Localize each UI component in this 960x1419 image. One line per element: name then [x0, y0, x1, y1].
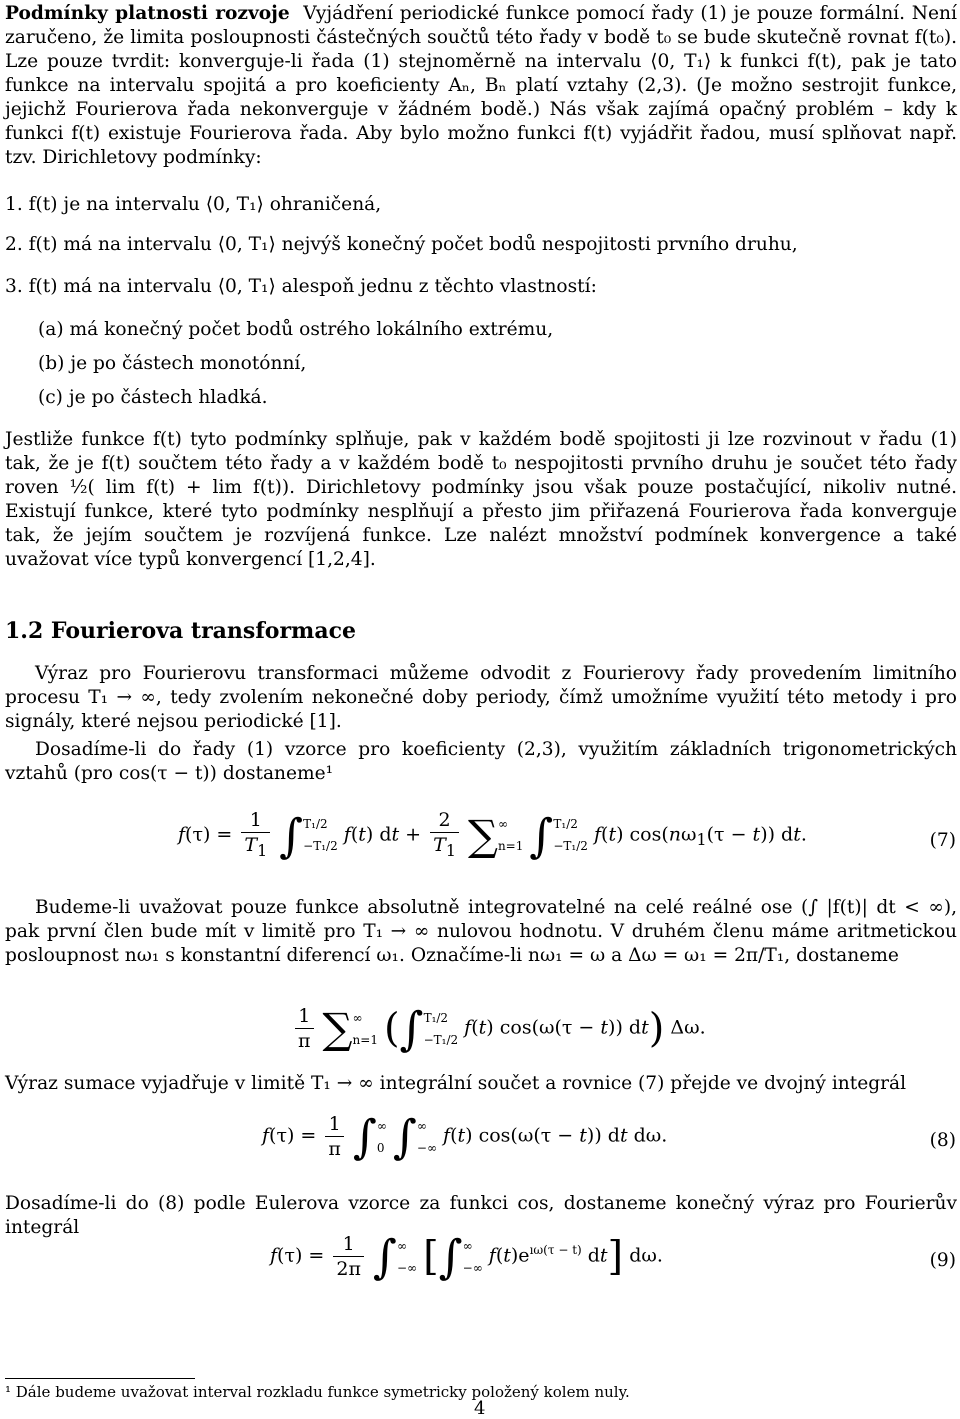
condition-2: 2. f(t) má na intervalu ⟨0, T₁⟩ nejvýš konečný počet bodů nespojitosti prvního druhu, — [5, 234, 798, 255]
condition-3: 3. f(t) má na intervalu ⟨0, T₁⟩ alespoň jednu z těchto vlastností: — [5, 276, 597, 297]
subcondition-a: (a) má konečný počet bodů ostrého lokálního extrému, — [38, 319, 554, 340]
equation-7: f(τ) = $\frac{1}{T_1}$ ∫ T₁/2 −T₁/2 f(t) dt + $\frac{2}{T_1}$ ∑ ∞ n=1 ∫ T₁/2 −T₁/2 f(t) $\cos(n\omega_1(\tau - t))$ dt. — [178, 808, 807, 863]
subcondition-b: (b) je po částech monotónní, — [38, 353, 307, 374]
paragraph-dirichlet: Jestliže funkce f(t) tyto podmínky splňuje, pak v každém bodě spojitosti ji lze rozvinout v řadu (1) tak, že je f(t) součtem této řady a v každém bodě t₀ nespojitosti prvního druhu je součet této řady roven ½( lim f(t) + lim f(t)). Dirichletovy podmínky jsou však pouze postačující, nikoliv nutné. Existují funkce, které tyto podmínky nesplňují a přesto jim přiřazená Fourierova řada konverguje tak, že jejím součtem je rozvíjená funkce. Lze nalézt množství podmínek konvergence a také uvažovat více typů konvergencí [1,2,4]. — [5, 429, 957, 570]
paragraph-convergence — [5, 2, 957, 170]
equation-8-number: (8) — [929, 1130, 956, 1151]
paragraph-transform-intro: Výraz pro Fourierovu transformaci můžeme odvodit z Fourierovy řady provedením limitního procesu T₁ → ∞, tedy zvolením nekonečné doby periody, čímž umožníme využití této metody i pro signály, které nejsou periodické [1]. — [5, 663, 957, 732]
subcondition-c: (c) je po částech hladká. — [38, 387, 268, 408]
equation-8: f(τ) = $\frac{1}{\pi}$ ∫ ∞ 0 ∫ ∞ −∞ f(t) cos(ω(τ − t)) dt dω. — [262, 1109, 668, 1164]
equation-7-number: (7) — [929, 830, 956, 851]
footnote-rule — [5, 1378, 195, 1379]
section-title: 1.2 Fourierova transformace — [5, 618, 356, 644]
equation-sum: $\frac{1}{\pi}$ ∑ ∞ n=1 (∫ T₁/2 −T₁/2 f(t) cos(ω(τ − t)) dt) Δω. — [292, 1004, 706, 1053]
paragraph-double-integral: Výraz sumace vyjadřuje v limitě T₁ → ∞ integrální součet a rovnice (7) přejde ve dvojný integrál — [5, 1073, 907, 1094]
equation-9-number: (9) — [929, 1250, 956, 1271]
paragraph-absolute-integrable: Budeme-li uvažovat pouze funkce absolutně integrovatelné na celé reálné ose (∫ |f(t)| dt < ∞), pak první člen bude mít v limitě pro T₁ → ∞ nulovou hodnotu. V druhém členu máme aritmetickou posloupnost nω₁ s konstantní diferencí ω₁. Označíme-li nω₁ = ω a Δω = ω₁ = 2π/T₁, dostaneme — [5, 897, 957, 966]
page-number: 4 — [474, 1398, 486, 1419]
paragraph-euler: Dosadíme-li do (8) podle Eulerova vzorce za funkci cos, dostaneme konečný výraz pro Fourierův integrál — [5, 1193, 957, 1238]
condition-1: 1. f(t) je na intervalu ⟨0, T₁⟩ ohraničená, — [5, 194, 382, 215]
paragraph-substitution: Dosadíme-li do řady (1) vzorce pro koeficienty (2,3), využitím základních trigonometrických vztahů (pro cos(τ − t)) dostaneme¹ — [5, 739, 957, 784]
equation-9: f(τ) = $\frac{1}{2\pi}$ ∫ ∞ −∞ [∫ ∞ −∞ $f(t)e^{ı\omega(\tau - t)}$ dt] dω. — [270, 1229, 663, 1284]
footnote: ¹ Dále budeme uvažovat interval rozkladu funkce symetricky položený kolem nuly. — [5, 1383, 630, 1401]
run-in-heading: Podmínky platnosti rozvoje — [5, 3, 290, 24]
paragraph-text: Vyjádření periodické funkce pomocí řady (1) je pouze formální. Není zaručeno, že limita posloupnosti částečných součtů této řady v bodě t₀ se bude skutečně rovnat f(t₀). Lze pouze tvrdit: konverguje-li řada (1) stejnoměrně na intervalu ⟨0, T₁⟩ k funkci f(t), pak je tato funkce na intervalu spojitá a pro koeficienty Aₙ, Bₙ platí vztahy (2,3). (Je možno sestrojit funkce, jejichž Fourierova řada nekonverguje v žádném bodě.) Nás však zajímá opačný problém – kdy k funkci f(t) existuje Fourierova řada. Aby bylo možno funkci f(t) vyjádřit řadou, musí splňovat např. tzv. Dirichletovy podmínky: — [5, 3, 957, 168]
